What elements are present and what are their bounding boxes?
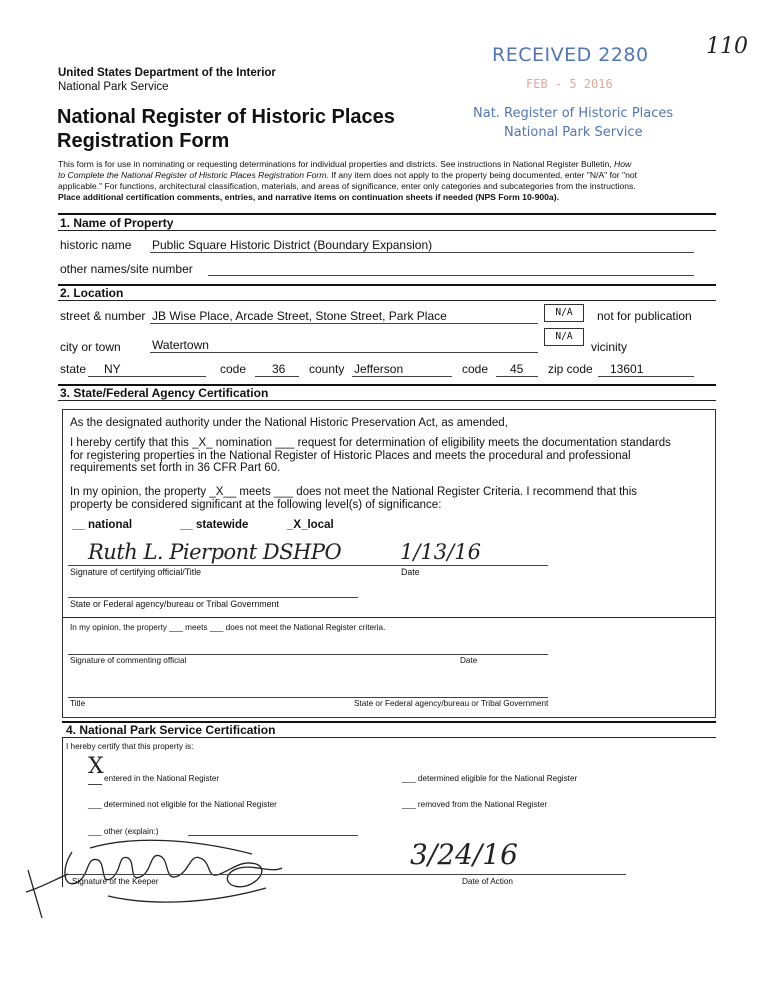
intro-text: This form is for use in nominating or requesting determinations for individual properties and districts. See instructions in National Register Bulletin, How to Complete the National Register of Historic Places Registration Form. If any item does not apply to the property being documented, enter "N/A" for "not applicable." For functions, architectural classification, materials, and areas of significance, enter only categories and subcategories from the instructions. Place additional certification comments, entries, and narrative items on continuation sheets if needed (NPS Form 10-900a). bbox=[58, 159, 638, 202]
city-label: city or town bbox=[60, 340, 121, 354]
opinion2-text: In my opinion, the property ___ meets ___ does not meet the National Register criteria. bbox=[70, 623, 386, 632]
county-label: county bbox=[309, 362, 345, 376]
keeper-label: Signature of the Keeper bbox=[72, 877, 159, 886]
divider bbox=[58, 213, 716, 215]
field-underline bbox=[150, 252, 694, 253]
vicinity-label: vicinity bbox=[591, 340, 628, 354]
other-option[interactable]: ___ other (explain:) bbox=[88, 827, 159, 836]
divider bbox=[58, 300, 716, 301]
keeper-signature bbox=[20, 830, 300, 920]
commenting-signature-line bbox=[68, 654, 548, 655]
field-underline bbox=[150, 323, 538, 324]
removed-option[interactable]: ___ removed from the National Register bbox=[402, 800, 548, 809]
section4-heading: 4. National Park Service Certification bbox=[66, 723, 276, 737]
title-label: Title bbox=[70, 699, 86, 708]
divider bbox=[62, 737, 716, 738]
section3-heading: 3. State/Federal Agency Certification bbox=[60, 386, 269, 400]
state-field[interactable]: NY bbox=[104, 362, 121, 376]
state-code-label: code bbox=[220, 362, 247, 376]
certify-text: I hereby certify that this _X_ nomination ___ request for determination of eligibility meets the documentation standards for registering properties in the National Register of Historic Places and meets the procedural and professional requirements set forth in 36 CFR Part 60. bbox=[70, 437, 671, 474]
handwritten-number: 110 bbox=[706, 34, 748, 59]
not-for-publication-label: not for publication bbox=[597, 309, 692, 323]
section2-heading: 2. Location bbox=[60, 286, 124, 300]
historic-name-label: historic name bbox=[60, 238, 132, 252]
stamp-service-line: National Park Service bbox=[504, 125, 643, 140]
action-date-label: Date of Action bbox=[462, 877, 513, 886]
date-label: Date bbox=[460, 656, 478, 665]
agency-line bbox=[68, 597, 358, 598]
county-code-field[interactable]: 45 bbox=[510, 362, 524, 376]
nps-certify-text: I hereby certify that this property is: bbox=[66, 742, 194, 751]
level-national-option[interactable]: __ national bbox=[72, 519, 133, 531]
title-line bbox=[68, 697, 548, 698]
divider bbox=[58, 230, 716, 231]
zip-field[interactable]: 13601 bbox=[610, 362, 644, 376]
signature-label: Signature of certifying official/Title bbox=[70, 567, 202, 577]
divider bbox=[58, 400, 716, 401]
county-code-label: code bbox=[462, 362, 489, 376]
field-underline bbox=[150, 352, 538, 353]
other-names-label: other names/site number bbox=[60, 262, 193, 276]
street-field[interactable]: JB Wise Place, Arcade Street, Stone Street, Park Place bbox=[152, 309, 447, 323]
county-field[interactable]: Jefferson bbox=[354, 362, 404, 376]
certifying-signature: Ruth L. Pierpont DSHPO bbox=[88, 540, 342, 564]
level-local-option[interactable]: _X_local bbox=[287, 519, 334, 531]
stamp-register-line: Nat. Register of Historic Places bbox=[473, 106, 674, 121]
entered-check-mark: X bbox=[88, 754, 104, 779]
form-title-line1: National Register of Historic Places bbox=[57, 106, 395, 128]
agency-label: State or Federal agency/bureau or Tribal Government bbox=[70, 599, 279, 609]
field-underline bbox=[352, 376, 452, 377]
zip-label: zip code bbox=[548, 362, 593, 376]
action-date-line bbox=[458, 874, 626, 875]
department-name: United States Department of the Interior bbox=[58, 67, 276, 79]
signature-line bbox=[68, 565, 548, 566]
field-underline bbox=[496, 376, 538, 377]
historic-name-field[interactable]: Public Square Historic District (Boundary Expansion) bbox=[152, 238, 433, 252]
certifying-date: 1/13/16 bbox=[400, 540, 481, 564]
street-label: street & number bbox=[60, 309, 146, 323]
field-underline bbox=[88, 376, 206, 377]
opinion-text: In my opinion, the property _X__ meets ___ does not meet the National Register Criteria. I recommend that this property be considered significant at the following level(s) of significance: bbox=[70, 486, 637, 511]
keeper-date: 3/24/16 bbox=[410, 838, 518, 871]
service-name: National Park Service bbox=[58, 81, 169, 93]
commenting-label: Signature of commenting official bbox=[70, 656, 187, 665]
determined-eligible-option[interactable]: ___ determined eligible for the National Register bbox=[402, 774, 578, 783]
date-label: Date bbox=[401, 567, 420, 577]
not-for-publication-checkbox[interactable]: N/A bbox=[544, 304, 584, 322]
divider bbox=[62, 617, 716, 618]
level-statewide-option[interactable]: __ statewide bbox=[180, 519, 249, 531]
form-title-line2: Registration Form bbox=[57, 130, 230, 152]
vicinity-checkbox[interactable]: N/A bbox=[544, 328, 584, 346]
field-underline bbox=[598, 376, 694, 377]
agency-label: State or Federal agency/bureau or Tribal Government bbox=[354, 699, 549, 708]
state-code-field[interactable]: 36 bbox=[272, 362, 286, 376]
section1-heading: 1. Name of Property bbox=[60, 216, 174, 230]
not-eligible-option[interactable]: ___ determined not eligible for the National Register bbox=[88, 800, 277, 809]
received-stamp: RECEIVED 2280 bbox=[492, 44, 649, 66]
checkbox-blank bbox=[88, 784, 102, 785]
state-label: state bbox=[60, 362, 87, 376]
authority-text: As the designated authority under the National Historic Preservation Act, as amended, bbox=[70, 417, 508, 429]
received-date-stamp: FEB - 5 2016 bbox=[526, 77, 613, 91]
city-field[interactable]: Watertown bbox=[152, 338, 209, 352]
field-underline bbox=[208, 275, 694, 276]
field-underline bbox=[255, 376, 299, 377]
entered-option[interactable]: entered in the National Register bbox=[104, 774, 220, 783]
divider bbox=[58, 284, 716, 286]
